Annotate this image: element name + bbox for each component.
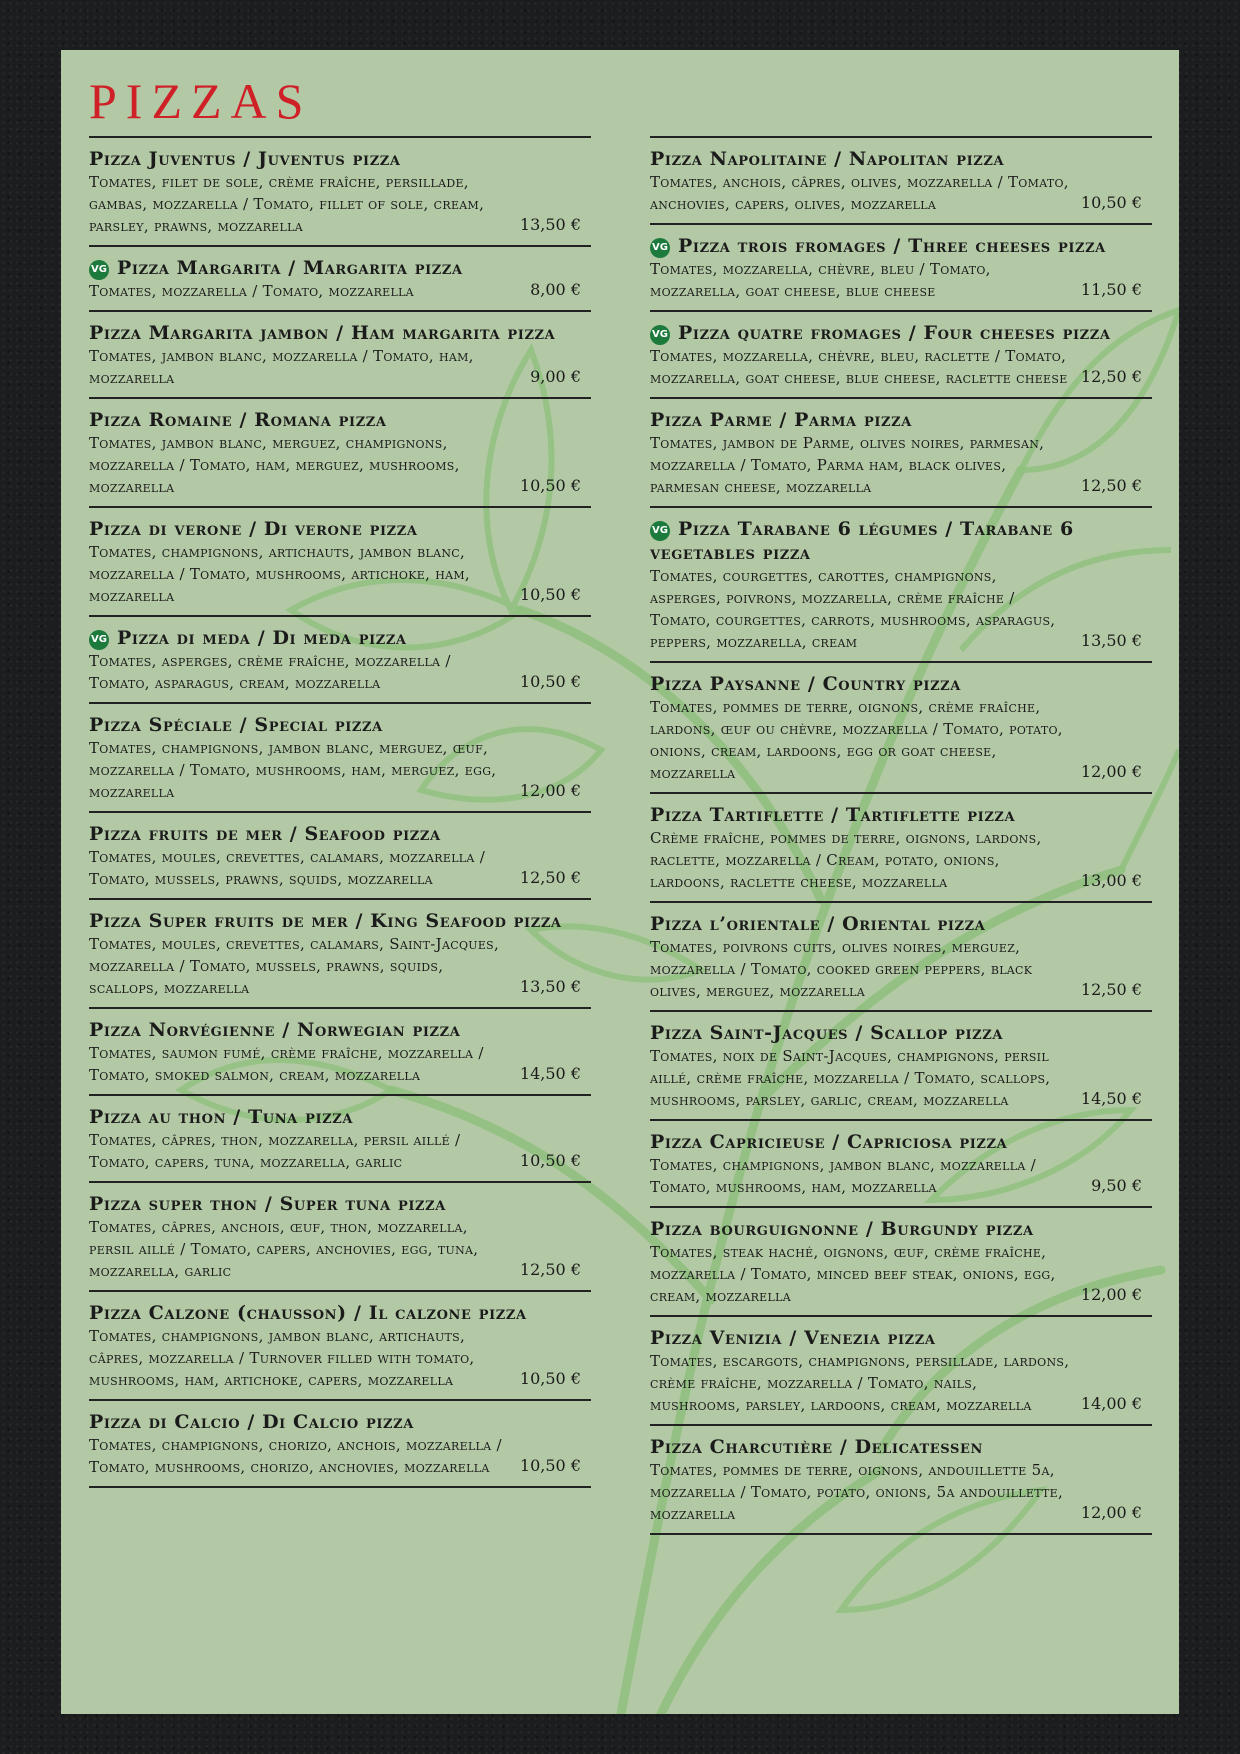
item-description: Tomates, câpres, thon, mozzarella, persil aillé / Tomato, capers, tuna, mozzarella, garlic [89,1131,461,1171]
item-price: 14,00 € [1080,1394,1142,1413]
item-description: Tomates, steak haché, oignons, œuf, crème fraîche, mozzarella / Tomato, minced beef steak, onions, egg, cream, mozzarella [650,1243,1056,1305]
item-price: 9,50 € [1091,1176,1142,1195]
veggie-badge-icon: VG [89,630,109,650]
veggie-badge-icon: VG [650,325,670,345]
item-description: Tomates, poivrons cuits, olives noires, merguez, mozzarella / Tomato, cooked green peppers, black olives, merguez, mozzarella [650,938,1033,1000]
item-description: Tomates, asperges, crème fraîche, mozzarella / Tomato, asparagus, cream, mozzarella [89,652,451,692]
item-description: Tomates, courgettes, carottes, champignons, asperges, poivrons, mozzarella, crème fraîche / Tomato, courgettes, carrots, mushrooms, asparagus, peppers, mozzarella, cream [650,567,1056,651]
item-price: 13,50 € [519,215,581,234]
menu-item [89,1096,591,1183]
item-price: 12,00 € [519,781,581,800]
item-description: Tomates, jambon de Parme, olives noires, parmesan, mozzarella / Tomato, Parma ham, black olives, parmesan cheese, mozzarella [650,434,1045,496]
item-description: Tomates, champignons, jambon blanc, merguez, œuf, mozzarella / Tomato, mushrooms, ham, merguez, egg, mozzarella [89,739,497,801]
item-name: Pizza Romaine / Romana pizza [89,409,387,431]
item-name: Pizza Super fruits de mer / King Seafood pizza [89,910,562,932]
menu-item [650,399,1152,508]
menu-item [89,508,591,617]
item-price: 10,50 € [1080,193,1142,212]
item-name: Pizza Tarabane 6 légumes / Tarabane 6 vegetables pizza [650,518,1074,564]
item-price: 14,50 € [519,1064,581,1083]
menu-item [650,903,1152,1012]
menu-item [89,813,591,900]
item-description: Tomates, saumon fumé, crème fraîche, mozzarella / Tomato, smoked salmon, cream, mozzarella [89,1044,484,1084]
menu-column-left [89,136,591,1488]
menu-item [650,225,1152,312]
item-price: 14,50 € [1080,1089,1142,1108]
menu-item [89,1292,591,1401]
item-name: Pizza Paysanne / Country pizza [650,673,961,695]
item-price: 12,50 € [519,868,581,887]
item-name: Pizza Capricieuse / Capriciosa pizza [650,1131,1008,1153]
menu-item [650,1121,1152,1208]
item-description: Tomates, champignons, jambon blanc, artichauts, câpres, mozzarella / Turnover filled with tomato, mushrooms, ham, artichoke, capers, mozzarella [89,1327,475,1389]
item-price: 12,50 € [1080,367,1142,386]
item-name: Pizza Parme / Parma pizza [650,409,912,431]
item-description: Tomates, mozzarella, chèvre, bleu, raclette / Tomato, mozzarella, goat cheese, blue cheese, raclette cheese [650,347,1068,387]
item-price: 12,50 € [1080,980,1142,999]
item-name: Pizza bourguignonne / Burgundy pizza [650,1218,1034,1240]
menu-item [89,1183,591,1292]
item-description: Crème fraîche, pommes de terre, oignons, lardons, raclette, mozzarella / Cream, potato, onions, lardoons, raclette cheese, mozzarella [650,829,1042,891]
item-price: 13,50 € [519,977,581,996]
item-price: 13,50 € [1080,631,1142,650]
item-description: Tomates, filet de sole, crème fraîche, persillade, gambas, mozzarella / Tomato, fillet of sole, cream, parsley, prawns, mozzarella [89,173,485,235]
item-description: Tomates, mozzarella, chèvre, bleu / Tomato, mozzarella, goat cheese, blue cheese [650,260,991,300]
menu-item [89,312,591,399]
item-price: 12,50 € [519,1260,581,1279]
menu-item [89,247,591,312]
item-description: Tomates, jambon blanc, merguez, champignons, mozzarella / Tomato, ham, merguez, mushrooms, mozzarella [89,434,460,496]
item-price: 10,50 € [519,1369,581,1388]
item-name: Pizza Calzone (chausson) / Il calzone pizza [89,1302,527,1324]
item-price: 12,00 € [1080,762,1142,781]
item-description: Tomates, escargots, champignons, persillade, lardons, crème fraîche, mozzarella / Tomato, nails, mushrooms, parsley, lardoons, cream, mozzarella [650,1352,1070,1414]
menu-item [650,1208,1152,1317]
item-description: Tomates, mozzarella / Tomato, mozzarella [89,282,414,300]
veggie-badge-icon: VG [89,260,109,280]
item-name: Pizza super thon / Super tuna pizza [89,1193,446,1215]
menu-panel [61,50,1179,1714]
menu-item [89,1009,591,1096]
item-price: 10,50 € [519,585,581,604]
menu-item [650,1426,1152,1535]
item-name: Pizza Spéciale / Special pizza [89,714,383,736]
item-price: 10,50 € [519,672,581,691]
item-price: 12,50 € [1080,476,1142,495]
item-name: Pizza Norvégienne / Norwegian pizza [89,1019,461,1041]
item-name: Pizza Venizia / Venezia pizza [650,1327,936,1349]
item-name: Pizza Napolitaine / Napolitan pizza [650,148,1005,170]
menu-item [650,1317,1152,1426]
menu-item [650,663,1152,794]
item-description: Tomates, champignons, chorizo, anchois, mozzarella / Tomato, mushrooms, chorizo, anchovies, mozzarella [89,1436,502,1476]
item-name: Pizza au thon / Tuna pizza [89,1106,354,1128]
menu-item [89,1401,591,1488]
menu-item [650,508,1152,663]
item-price: 12,00 € [1080,1285,1142,1304]
item-price: 13,00 € [1080,871,1142,890]
item-description: Tomates, moules, crevettes, calamars, Saint-Jacques, mozzarella / Tomato, mussels, prawns, squids, scallops, mozzarella [89,935,500,997]
item-name: Pizza Margarita / Margarita pizza [117,257,463,279]
menu-item [89,399,591,508]
veggie-badge-icon: VG [650,238,670,258]
item-name: Pizza Tartiflette / Tartiflette pizza [650,804,1016,826]
item-description: Tomates, pommes de terre, oignons, andouillette 5a, mozzarella / Tomato, potato, onions, 5a andouillette, mozzarella [650,1461,1064,1523]
menu-item [650,1012,1152,1121]
item-name: Pizza trois fromages / Three cheeses pizza [678,235,1106,257]
item-price: 10,50 € [519,1151,581,1170]
menu-item [650,138,1152,225]
item-name: Pizza Juventus / Juventus pizza [89,148,401,170]
item-name: Pizza Saint-Jacques / Scallop pizza [650,1022,1004,1044]
item-price: 12,00 € [1080,1503,1142,1522]
item-price: 11,50 € [1080,280,1142,299]
menu-item [650,312,1152,399]
item-description: Tomates, moules, crevettes, calamars, mozzarella / Tomato, mussels, prawns, squids, mozzarella [89,848,486,888]
menu-item [89,138,591,247]
item-price: 10,50 € [519,476,581,495]
item-name: Pizza quatre fromages / Four cheeses pizza [678,322,1111,344]
item-description: Tomates, noix de Saint-Jacques, champignons, persil aillé, crème fraîche, mozzarella / Tomato, scallops, mushrooms, parsley, garlic, cream, mozzarella [650,1047,1051,1109]
item-name: Pizza Margarita jambon / Ham margarita pizza [89,322,556,344]
item-name: Pizza di meda / Di meda pizza [117,627,407,649]
item-description: Tomates, câpres, anchois, œuf, thon, mozzarella, persil aillé / Tomato, capers, anchovies, egg, tuna, mozzarella, garlic [89,1218,479,1280]
item-name: Pizza Charcutière / Delicatessen [650,1436,983,1458]
item-name: Pizza di Calcio / Di Calcio pizza [89,1411,414,1433]
item-description: Tomates, champignons, artichauts, jambon blanc, mozzarella / Tomato, mushrooms, artichoke, ham, mozzarella [89,543,470,605]
item-name: Pizza fruits de mer / Seafood pizza [89,823,441,845]
item-description: Tomates, anchois, câpres, olives, mozzarella / Tomato, anchovies, capers, olives, mozzarella [650,173,1069,213]
item-price: 10,50 € [519,1456,581,1475]
item-name: Pizza l’orientale / Oriental pizza [650,913,986,935]
menu-item [89,617,591,704]
item-description: Tomates, pommes de terre, oignons, crème fraîche, lardons, œuf ou chèvre, mozzarella / Tomato, potato, onions, cream, lardoons, egg or goat cheese, mozzarella [650,698,1063,782]
veggie-badge-icon: VG [650,521,670,541]
item-price: 9,00 € [530,367,581,386]
menu-item [89,704,591,813]
item-price: 8,00 € [530,280,581,299]
menu-title: PIZZAS [89,73,313,129]
item-description: Tomates, jambon blanc, mozzarella / Tomato, ham, mozzarella [89,347,474,387]
menu-column-right [650,136,1152,1535]
item-description: Tomates, champignons, jambon blanc, mozzarella / Tomato, mushrooms, ham, mozzarella [650,1156,1036,1196]
menu-item [650,794,1152,903]
menu-item [89,900,591,1009]
item-name: Pizza di verone / Di verone pizza [89,518,418,540]
